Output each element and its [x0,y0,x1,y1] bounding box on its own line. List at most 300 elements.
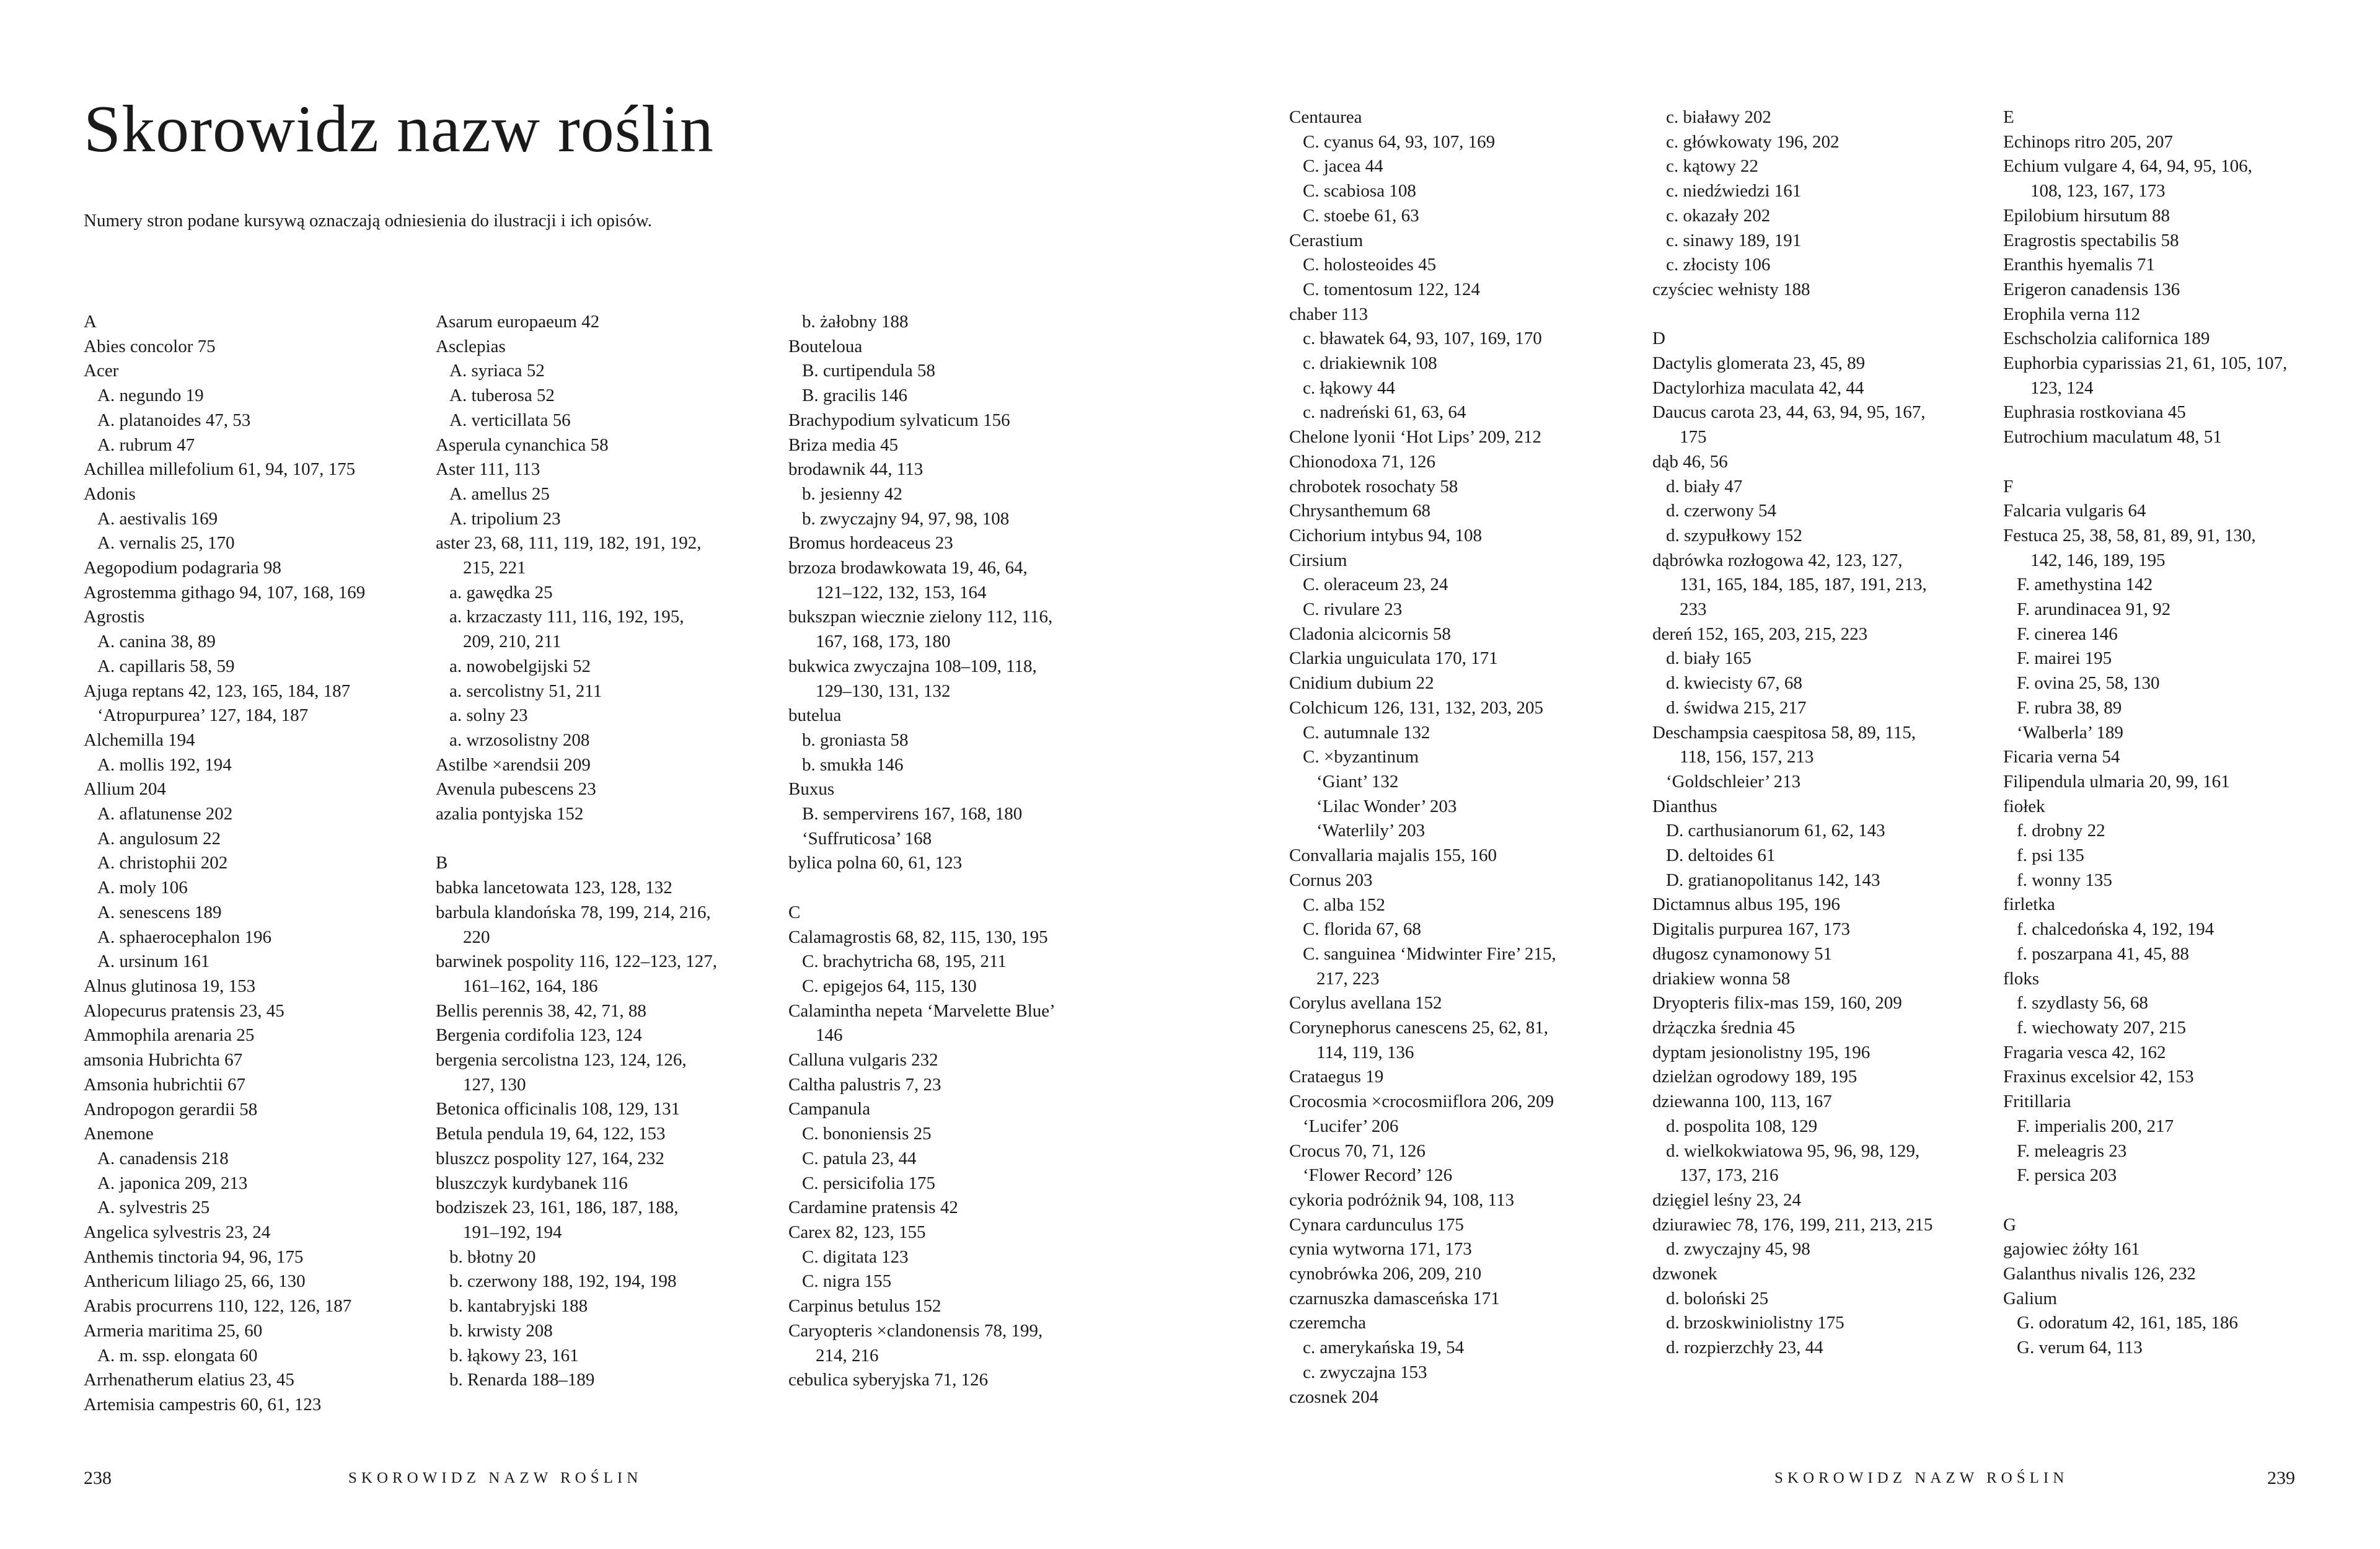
index-entry: Bouteloua [788,336,863,356]
index-entry: Crataegus 19 [1289,1067,1384,1087]
index-entry: czyściec wełnisty 188 [1652,279,1810,299]
index-entry: czarnuszka damasceńska 171 [1289,1288,1500,1308]
running-head-right: SKOROWIDZ NAZW ROŚLIN [1774,1470,2069,1486]
index-subentry: B. gracilis 146 [802,386,907,406]
index-entry: Dryopteris filix-mas 159, 160, 209 [1652,993,1902,1013]
index-subentry: A. ursinum 161 [97,951,210,972]
index-subentry: A. syriaca 52 [449,361,545,381]
index-entry: gajowiec żółty 161 [2003,1239,2140,1260]
index-subentry: C. jacea 44 [1303,156,1383,177]
index-subentry: f. wonny 135 [2017,870,2112,890]
index-entry: Cirsium [1289,550,1347,570]
index-entry: Dactylorhiza maculata 42, 44 [1652,377,1864,398]
index-subentry: c. nadreński 61, 63, 64 [1303,402,1466,423]
index-entry: Anemone [84,1124,154,1144]
index-continuation: 137, 173, 216 [1680,1165,1779,1186]
index-entry: Briza media 45 [788,435,899,455]
section-letter: A [84,312,97,332]
index-entry: Andropogon gerardii 58 [84,1099,258,1119]
index-entry: Centaurea [1289,107,1362,127]
index-entry: Caltha palustris 7, 23 [788,1074,941,1095]
index-entry: Euphorbia cyparissias 21, 61, 105, 107, [2003,353,2288,374]
index-subentry: f. drobny 22 [2017,821,2105,841]
index-entry: azalia pontyjska 152 [436,804,584,824]
index-entry: bukszpan wiecznie zielony 112, 116, [788,607,1053,627]
index-continuation: 214, 216 [816,1345,879,1366]
index-entry: barbula klandońska 78, 199, 214, 216, [436,902,711,922]
right-page [1190,0,2380,1549]
index-entry: Colchicum 126, 131, 132, 203, 205 [1289,697,1544,718]
index-subentry: C. autumnale 132 [1303,722,1430,743]
index-subentry: A. moly 106 [97,878,188,898]
index-subentry: F. persica 203 [2017,1165,2117,1186]
index-continuation: 123, 124 [2030,377,2094,398]
index-subentry: a. krzaczasty 111, 116, 192, 195, [449,607,684,627]
index-entry: Festuca 25, 38, 58, 81, 89, 91, 130, [2003,525,2256,545]
index-entry: brzoza brodawkowata 19, 46, 64, [788,558,1028,578]
index-subentry: G. verum 64, 113 [2017,1338,2143,1358]
index-entry: czosnek 204 [1289,1387,1379,1407]
index-subentry: C. patula 23, 44 [802,1148,917,1168]
index-entry: chrobotek rosochaty 58 [1289,476,1458,496]
index-subentry: a. gawędka 25 [449,582,553,602]
index-entry: Calamagrostis 68, 82, 115, 130, 195 [788,927,1048,947]
index-subentry: F. imperialis 200, 217 [2017,1116,2174,1136]
index-entry: Betula pendula 19, 64, 122, 153 [436,1124,666,1144]
index-entry: Carex 82, 123, 155 [788,1222,926,1242]
section-gap [2003,450,2350,475]
section-letter: C [788,902,801,922]
index-subentry: a. nowobelgijski 52 [449,656,591,676]
index-entry: Erigeron canadensis 136 [2003,279,2180,299]
index-entry: floks [2003,968,2039,989]
index-subentry: D. carthusianorum 61, 62, 143 [1666,821,1885,841]
index-continuation: 131, 165, 184, 185, 187, 191, 213, [1680,575,1927,595]
index-continuation: 161–162, 164, 186 [463,976,598,996]
index-subentry: ‘Flower Record’ 126 [1303,1165,1453,1186]
index-entry: Anthemis tinctoria 94, 96, 175 [84,1247,304,1267]
index-entry: Euphrasia rostkoviana 45 [2003,402,2186,423]
index-entry: drżączka średnia 45 [1652,1018,1796,1038]
index-subentry: A. capillaris 58, 59 [97,656,235,676]
index-subentry: c. białawy 202 [1666,107,1771,127]
index-continuation: 215, 221 [463,558,526,578]
index-subentry: c. niedźwiedzi 161 [1666,181,1802,201]
index-entry: fiołek [2003,796,2045,816]
index-entry: Ficaria verna 54 [2003,747,2120,767]
index-subentry: f. wiechowaty 207, 215 [2017,1018,2187,1038]
index-entry: dzielżan ogrodowy 189, 195 [1652,1067,1858,1087]
index-entry: Caryopteris ×clandonensis 78, 199, [788,1320,1043,1341]
running-head-left: SKOROWIDZ NAZW ROŚLIN [348,1470,643,1486]
index-column-5 [1652,105,1999,1361]
index-entry: czeremcha [1289,1313,1366,1333]
index-subentry: C. digitata 123 [802,1247,909,1267]
index-subentry: d. wielkokwiatowa 95, 96, 98, 129, [1666,1141,1920,1161]
index-entry: Agrostemma githago 94, 107, 168, 169 [84,582,366,602]
index-entry: Dictamnus albus 195, 196 [1652,894,1840,915]
index-subentry: A. negundo 19 [97,386,204,406]
index-entry: Eutrochium maculatum 48, 51 [2003,427,2222,448]
index-entry: Chelone lyonii ‘Hot Lips’ 209, 212 [1289,427,1542,448]
index-subentry: a. solny 23 [449,705,528,726]
index-subentry: d. zwyczajny 45, 98 [1666,1239,1810,1260]
index-subentry: G. odoratum 42, 161, 185, 186 [2017,1313,2238,1333]
index-entry: Asperula cynanchica 58 [436,435,609,455]
index-entry: dzwonek [1652,1264,1717,1284]
index-entry: Digitalis purpurea 167, 173 [1652,919,1850,940]
index-entry: Dianthus [1652,796,1717,816]
index-entry: Filipendula ulmaria 20, 99, 161 [2003,771,2230,792]
section-letter: E [2003,107,2014,127]
index-entry: Eschscholzia californica 189 [2003,329,2210,349]
index-entry: Crocosmia ×crocosmiiflora 206, 209 [1289,1092,1554,1112]
index-subentry: b. smukła 146 [802,754,904,775]
index-continuation: 142, 146, 189, 195 [2030,550,2166,570]
index-entry: Cardamine pratensis 42 [788,1198,958,1218]
index-entry: Acer [84,361,119,381]
index-entry: bylica polna 60, 61, 123 [788,853,963,873]
index-entry: bluszczyk kurdybanek 116 [436,1173,628,1193]
index-continuation: 191–192, 194 [463,1222,562,1242]
index-continuation: ‘Lilac Wonder’ 203 [1316,796,1457,816]
index-subentry: F. mairei 195 [2017,648,2112,669]
index-subentry: b. Renarda 188–189 [449,1370,595,1390]
index-subentry: d. kwiecisty 67, 68 [1666,673,1802,694]
index-subentry: A. aestivalis 169 [97,508,218,529]
index-continuation: 114, 119, 136 [1316,1042,1414,1062]
index-entry: dziewanna 100, 113, 167 [1652,1092,1832,1112]
page-title: Skorowidz nazw roślin [84,92,714,166]
index-subentry: A. canina 38, 89 [97,632,216,652]
index-subentry: b. błotny 20 [449,1247,536,1267]
index-subentry: a. wrzosolistny 208 [449,730,590,750]
index-subentry: C. bononiensis 25 [802,1124,932,1144]
index-subentry: A. canadensis 218 [97,1148,229,1168]
index-entry: Artemisia campestris 60, 61, 123 [84,1394,322,1414]
index-entry: Dactylis glomerata 23, 45, 89 [1652,353,1866,374]
index-entry: dąb 46, 56 [1652,451,1728,472]
index-subentry: b. zwyczajny 94, 97, 98, 108 [802,508,1010,529]
index-entry: Astilbe ×arendsii 209 [436,754,591,775]
index-subentry: b. czerwony 188, 192, 194, 198 [449,1271,677,1292]
index-continuation: 220 [463,927,490,947]
index-entry: Bergenia cordifolia 123, 124 [436,1025,642,1046]
section-gap [1652,302,1999,327]
index-continuation: ‘Giant’ 132 [1316,771,1399,792]
index-subentry: D. deltoides 61 [1666,845,1776,866]
index-entry: Crocus 70, 71, 126 [1289,1141,1426,1161]
index-subentry: c. złocisty 106 [1666,255,1771,275]
index-entry: Corynephorus canescens 25, 62, 81, [1289,1018,1548,1038]
index-column-4 [1289,105,1636,1410]
index-subentry: c. łąkowy 44 [1303,377,1395,398]
page-number-left: 238 [84,1468,112,1488]
index-subentry: A. tripolium 23 [449,508,561,529]
index-subentry: F. amethystina 142 [2017,575,2153,595]
index-entry: Aegopodium podagraria 98 [84,558,281,578]
index-entry: bergenia sercolistna 123, 124, 126, [436,1050,687,1070]
index-subentry: b. żałobny 188 [802,312,909,332]
index-subentry: b. krwisty 208 [449,1320,553,1341]
index-continuation: 121–122, 132, 153, 164 [816,582,987,602]
section-gap [2003,1188,2350,1213]
index-subentry: A. sylvestris 25 [97,1198,210,1218]
index-entry: Arrhenatherum elatius 23, 45 [84,1370,294,1390]
index-subentry: d. szypułkowy 152 [1666,525,1802,545]
index-subentry: c. zwyczajna 153 [1303,1362,1427,1382]
section-gap [788,876,1135,901]
index-subentry: C. nigra 155 [802,1271,892,1292]
index-continuation: 118, 156, 157, 213 [1680,747,1814,767]
index-subentry: c. bławatek 64, 93, 107, 169, 170 [1303,329,1542,349]
index-entry: Clarkia unguiculata 170, 171 [1289,648,1498,669]
index-entry: driakiew wonna 58 [1652,968,1791,989]
index-subentry: d. pospolita 108, 129 [1666,1116,1818,1136]
index-entry: Betonica officinalis 108, 129, 131 [436,1099,681,1119]
index-entry: Deschampsia caespitosa 58, 89, 115, [1652,722,1916,743]
index-entry: Echium vulgare 4, 64, 94, 95, 106, [2003,156,2252,177]
index-entry: butelua [788,705,842,726]
index-entry: Avenula pubescens 23 [436,779,596,800]
index-subentry: d. rozpierzchły 23, 44 [1666,1338,1823,1358]
index-entry: Aster 111, 113 [436,459,540,480]
index-entry: Angelica sylvestris 23, 24 [84,1222,271,1243]
index-entry: Buxus [788,779,835,800]
index-entry: Arabis procurrens 110, 122, 126, 187 [84,1296,352,1317]
index-subentry: C. florida 67, 68 [1303,919,1421,940]
index-subentry: A. japonica 209, 213 [97,1173,248,1193]
index-subentry: C. rivulare 23 [1303,599,1403,620]
index-subentry: d. brzoskwiniolistny 175 [1666,1313,1844,1333]
index-subentry: A. senescens 189 [97,902,222,922]
section-letter: G [2003,1214,2016,1235]
index-subentry: A. rubrum 47 [97,435,195,455]
index-entry: Cladonia alcicornis 58 [1289,624,1451,644]
index-entry: Cichorium intybus 94, 108 [1289,525,1482,545]
index-subentry: C. sanguinea ‘Midwinter Fire’ 215, [1303,943,1556,964]
index-column-6 [2003,105,2350,1361]
index-subentry: f. psi 135 [2017,845,2084,866]
index-entry: brodawnik 44, 113 [788,459,923,480]
index-entry: Cerastium [1289,230,1364,250]
index-entry: Alopecurus pratensis 23, 45 [84,1000,284,1021]
index-entry: dyptam jesionolistny 195, 196 [1652,1042,1871,1062]
index-subentry: ‘Suffruticosa’ 168 [802,828,932,849]
index-entry: Corylus avellana 152 [1289,993,1442,1013]
index-subentry: d. czerwony 54 [1666,501,1776,521]
index-subentry: C. stoebe 61, 63 [1303,205,1419,226]
index-entry: barwinek pospolity 116, 122–123, 127, [436,951,718,972]
index-subentry: A. sphaerocephalon 196 [97,927,272,947]
index-entry: dziurawiec 78, 176, 199, 211, 213, 215 [1652,1214,1933,1235]
index-entry: Fraxinus excelsior 42, 153 [2003,1067,2194,1087]
index-entry: Fritillaria [2003,1092,2071,1112]
index-entry: Allium 204 [84,779,166,800]
section-letter: F [2003,476,2014,496]
index-entry: Echinops ritro 205, 207 [2003,131,2173,152]
index-subentry: b. groniasta 58 [802,730,909,750]
index-subentry: C. oleraceum 23, 24 [1303,575,1448,595]
index-entry: Brachypodium sylvaticum 156 [788,410,1010,430]
index-subentry: c. driakiewnik 108 [1303,353,1437,374]
index-subentry: F. arundinacea 91, 92 [2017,599,2171,620]
index-subentry: F. ovina 25, 58, 130 [2017,673,2160,694]
index-subentry: A. tuberosa 52 [449,386,555,406]
index-entry: Amsonia hubrichtii 67 [84,1074,245,1095]
index-entry: Anthericum liliago 25, 66, 130 [84,1271,306,1292]
index-subentry: f. chalcedońska 4, 192, 194 [2017,919,2215,940]
index-subentry: C. scabiosa 108 [1303,181,1416,201]
index-entry: Campanula [788,1099,871,1119]
index-subentry: d. biały 165 [1666,648,1752,669]
index-column-2 [436,310,783,1393]
index-subentry: ‘Goldschleier’ 213 [1666,771,1801,792]
index-subentry: A. verticillata 56 [449,410,571,430]
index-entry: Alnus glutinosa 19, 153 [84,976,256,996]
index-entry: Cynara cardunculus 175 [1289,1214,1464,1235]
index-subentry: B. curtipendula 58 [802,361,936,381]
intro-note: Numery stron podane kursywą oznaczają odniesienia do ilustracji i ich opisów. [84,211,652,231]
index-subentry: d. boloński 25 [1666,1288,1769,1308]
index-continuation: 127, 130 [463,1074,526,1095]
index-subentry: F. cinerea 146 [2017,624,2118,644]
index-subentry: C. cyanus 64, 93, 107, 169 [1303,131,1496,152]
index-entry: Ajuga reptans 42, 123, 165, 184, 187 [84,681,351,701]
section-gap [436,827,783,852]
index-subentry: c. główkowaty 196, 202 [1666,131,1840,152]
index-subentry: C. ×byzantinum [1303,747,1419,767]
index-entry: babka lancetowata 123, 128, 132 [436,878,672,898]
index-entry: Armeria maritima 25, 60 [84,1320,263,1341]
index-entry: Convallaria majalis 155, 160 [1289,845,1497,866]
index-entry: cynia wytworna 171, 173 [1289,1239,1472,1260]
index-subentry: A. vernalis 25, 170 [97,533,235,554]
index-subentry: b. kantabryjski 188 [449,1296,588,1317]
index-subentry: ‘Walberla’ 189 [2017,722,2123,743]
index-subentry: A. christophii 202 [97,853,228,873]
index-entry: Ammophila arenaria 25 [84,1025,255,1046]
index-subentry: C. alba 152 [1303,894,1385,915]
index-continuation: 108, 123, 167, 173 [2030,181,2166,201]
index-entry: Galium [2003,1288,2057,1308]
index-entry: Carpinus betulus 152 [788,1296,941,1317]
index-subentry: C. tomentosum 122, 124 [1303,279,1480,299]
index-entry: Bromus hordeaceus 23 [788,533,953,554]
index-entry: firletka [2003,894,2055,915]
index-entry: dąbrówka rozłogowa 42, 123, 127, [1652,550,1903,570]
index-subentry: c. kątowy 22 [1666,156,1758,177]
index-subentry: C. brachytricha 68, 195, 211 [802,951,1007,972]
index-subentry: F. meleagris 23 [2017,1141,2127,1161]
index-subentry: A. m. ssp. elongata 60 [97,1345,258,1366]
index-entry: długosz cynamonowy 51 [1652,943,1832,964]
index-continuation: 167, 168, 173, 180 [816,632,951,652]
index-entry: Asclepias [436,336,506,356]
index-continuation: 209, 210, 211 [463,632,562,652]
index-entry: Eranthis hyemalis 71 [2003,255,2155,275]
index-entry: bluszcz pospolity 127, 164, 232 [436,1148,664,1168]
index-entry: Epilobium hirsutum 88 [2003,205,2171,226]
index-entry: Eragrostis spectabilis 58 [2003,230,2179,250]
index-entry: Adonis [84,483,136,504]
index-subentry: A. platanoides 47, 53 [97,410,251,430]
index-entry: bukwica zwyczajna 108–109, 118, [788,656,1037,676]
index-continuation: 175 [1680,427,1707,448]
index-entry: Chrysanthemum 68 [1289,501,1430,521]
section-letter: D [1652,329,1665,349]
index-continuation: 146 [816,1025,843,1046]
index-continuation: 233 [1680,599,1707,620]
index-subentry: A. angulosum 22 [97,828,221,849]
index-continuation: ‘Waterlily’ 203 [1316,821,1426,841]
index-subentry: b. łąkowy 23, 161 [449,1345,579,1366]
index-entry: bodziszek 23, 161, 186, 187, 188, [436,1198,679,1218]
index-subentry: A. mollis 192, 194 [97,754,232,775]
index-entry: Cornus 203 [1289,870,1373,890]
index-entry: Erophila verna 112 [2003,304,2141,324]
index-entry: Abies concolor 75 [84,336,216,356]
index-subentry: C. holosteoides 45 [1303,255,1437,275]
index-subentry: d. świdwa 215, 217 [1666,697,1807,718]
index-continuation: 129–130, 131, 132 [816,681,951,701]
index-subentry: ‘Lucifer’ 206 [1303,1116,1399,1136]
page-number-right: 239 [2267,1468,2295,1488]
index-entry: Agrostis [84,607,145,627]
index-subentry: f. poszarpana 41, 45, 88 [2017,943,2189,964]
index-entry: Galanthus nivalis 126, 232 [2003,1264,2196,1284]
index-entry: Cnidium dubium 22 [1289,673,1434,694]
index-entry: Fragaria vesca 42, 162 [2003,1042,2166,1062]
index-subentry: B. sempervirens 167, 168, 180 [802,804,1023,824]
index-subentry: b. jesienny 42 [802,483,902,504]
index-entry: dereń 152, 165, 203, 215, 223 [1652,624,1868,644]
index-entry: Calamintha nepeta ‘Marvelette Blue’ [788,1000,1056,1021]
index-subentry: D. gratianopolitanus 142, 143 [1666,870,1880,890]
index-entry: Bellis perennis 38, 42, 71, 88 [436,1000,646,1021]
index-subentry: C. persicifolia 175 [802,1173,936,1193]
index-subentry: C. epigejos 64, 115, 130 [802,976,977,996]
index-entry: Alchemilla 194 [84,730,195,750]
index-entry: Asarum europaeum 42 [436,312,600,332]
index-subentry: f. szydlasty 56, 68 [2017,993,2148,1013]
index-column-1 [84,310,431,1418]
index-entry: aster 23, 68, 111, 119, 182, 191, 192, [436,533,702,554]
index-column-3 [788,310,1135,1393]
index-entry: Daucus carota 23, 44, 63, 94, 95, 167, [1652,402,1926,423]
index-subentry: ‘Atropurpurea’ 127, 184, 187 [97,705,309,726]
index-subentry: c. sinawy 189, 191 [1666,230,1802,250]
index-entry: chaber 113 [1289,304,1368,324]
index-subentry: A. amellus 25 [449,483,550,504]
index-entry: Achillea millefolium 61, 94, 107, 175 [84,459,356,480]
index-entry: cynobrówka 206, 209, 210 [1289,1264,1482,1284]
index-entry: cebulica syberyjska 71, 126 [788,1370,989,1390]
index-subentry: c. amerykańska 19, 54 [1303,1338,1465,1358]
index-entry: dzięgiel leśny 23, 24 [1652,1189,1802,1210]
index-subentry: d. biały 47 [1666,476,1743,496]
index-entry: amsonia Hubrichta 67 [84,1050,243,1070]
index-subentry: c. okazały 202 [1666,205,1771,226]
index-subentry: A. aflatunense 202 [97,804,233,824]
index-entry: Falcaria vulgaris 64 [2003,501,2146,521]
index-entry: Chionodoxa 71, 126 [1289,451,1436,472]
index-subentry: F. rubra 38, 89 [2017,697,2122,718]
index-entry: cykoria podróżnik 94, 108, 113 [1289,1189,1514,1210]
index-continuation: 217, 223 [1316,968,1380,989]
index-entry: Calluna vulgaris 232 [788,1050,938,1070]
section-letter: B [436,853,448,873]
